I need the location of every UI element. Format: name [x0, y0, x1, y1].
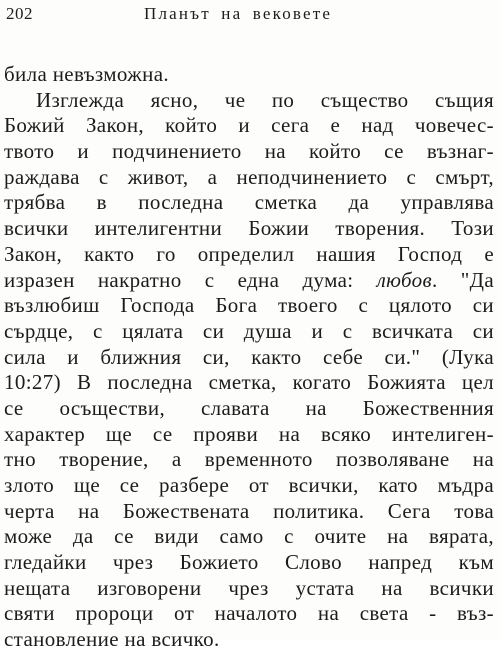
text-line: възлюбиш Господа Бога твоего с цялото си [4, 293, 494, 318]
text-line: Изглежда ясно, че по същество същия [36, 87, 494, 112]
text-line: раждава с живот, а неподчинението с смърт, [4, 164, 494, 189]
page-header [4, 2, 494, 30]
body-text [4, 62, 494, 653]
text-line: становление на всичко. [4, 627, 220, 652]
page-number: 202 [6, 4, 33, 23]
text-line: Божий Закон, който и сега е над човечес- [4, 113, 494, 138]
text-line: се осъществи, славата на Божественния [4, 395, 494, 420]
text-line: била невъзможна. [4, 62, 169, 86]
text-line: трябва в последна сметка да управлява [4, 190, 494, 215]
text-line: всички интелигентни Божии творения. Този [4, 216, 494, 241]
text-segment: . "Да [431, 267, 494, 292]
text-line: твото и подчинението на който се възнаг- [4, 139, 494, 164]
running-title: Планът на вековете [144, 4, 333, 23]
text-line: сърдце, с цялата си душа и с всичката си [4, 318, 494, 343]
text-line: може да се види само с очите на вярата, [4, 524, 494, 549]
text-line: тно творение, а временното позволяване на [4, 447, 494, 472]
text-line: святи пророци от началото на света - въз- [4, 601, 494, 626]
text-line: сила и ближния си, както себе си." (Лука [4, 344, 494, 369]
emphasized-word: любов [376, 267, 432, 292]
text-line: злото ще се разбере от всички, като мъдра [4, 473, 494, 497]
text-line: гледайки чрез Божието Слово напред към [4, 550, 494, 575]
text-segment: изразен накратно с една дума: [4, 267, 354, 292]
text-line: Закон, както го определил нашия Господ е [4, 241, 494, 266]
text-line: черта на Божествената политика. Сега това [4, 498, 494, 523]
text-line: 10:27) В последна сметка, когато Божията цел [4, 370, 494, 395]
text-line: характер ще се прояви на всяко интелиген- [4, 421, 494, 446]
text-line: нещата изговорени чрез устата на всички [4, 575, 494, 600]
text-line-with-emphasis [4, 268, 494, 294]
